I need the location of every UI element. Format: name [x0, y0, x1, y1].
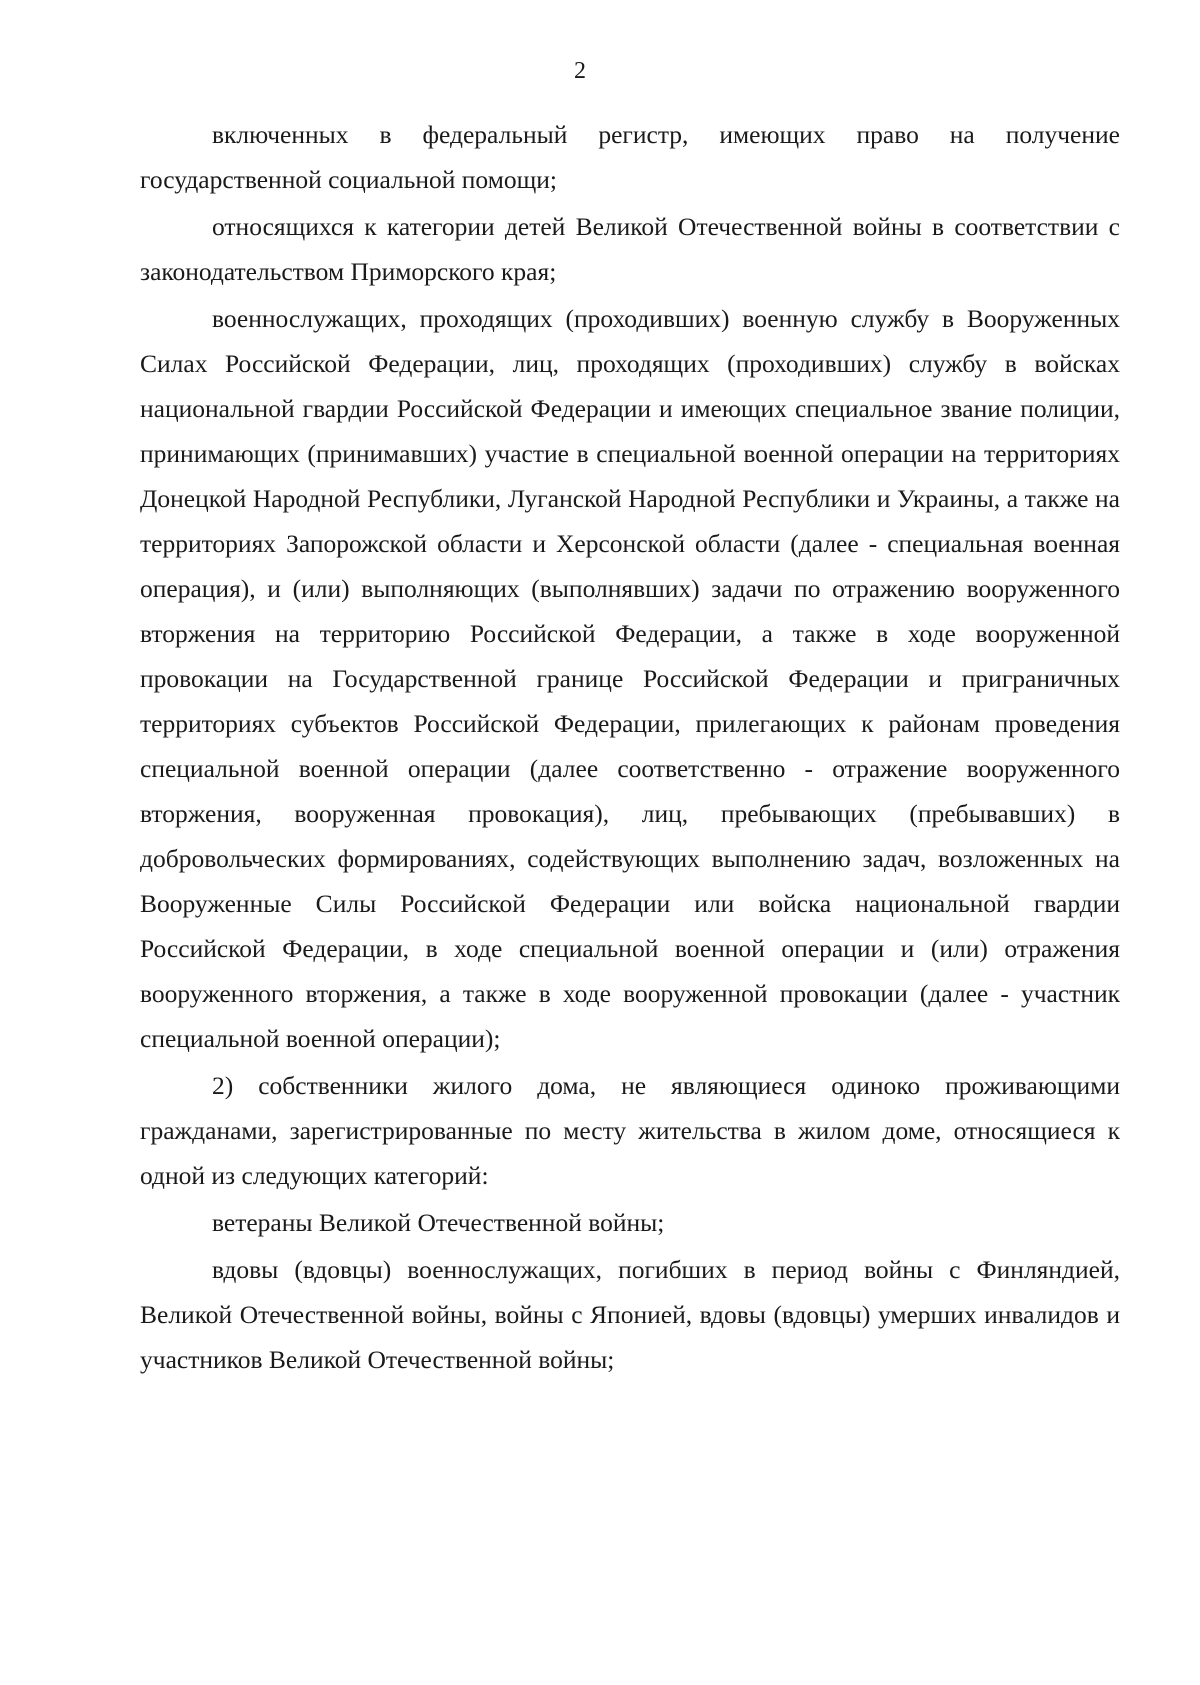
document-body — [140, 112, 1120, 1384]
paragraph-house-owners: 2) собственники жилого дома, не являющиеся одиноко проживающими гражданами, зарегистрированные по месту жительства в жилом доме, относящиеся к одной из следующих категорий: — [140, 1071, 1120, 1190]
paragraph-registry: включенных в федеральный регистр, имеющих право на получение государственной социальной помощи; — [140, 120, 1120, 194]
paragraph-war-veterans: ветераны Великой Отечественной войны; — [212, 1208, 665, 1237]
paragraph-widows: вдовы (вдовцы) военнослужащих, погибших в период войны с Финляндией, Великой Отечественной войны, войны с Японией, вдовы (вдовцы) умерших инвалидов и участников Великой Отечественной войны; — [140, 1255, 1120, 1374]
page-number: 2 — [574, 58, 586, 84]
paragraph-military-personnel: военнослужащих, проходящих (проходивших) военную службу в Вооруженных Силах Российской Федерации, лиц, проходящих (проходивших) службу в войсках национальной гвардии Российской Федерации и имеющих специальное звание полиции, принимающих (принимавших) участие в специальной военной операции на территориях Донецкой Народной Республики, Луганской Народной Республики и Украины, а также на территориях Запорожской области и Херсонской области (далее - специальная военная операция), и (или) выполняющих (выполнявших) задачи по отражению вооруженного вторжения на территорию Российской Федерации, а также в ходе вооруженной провокации на Государственной границе Российской Федерации и приграничных территориях субъектов Российской Федерации, прилегающих к районам проведения специальной военной операции (далее соответственно - отражение вооруженного вторжения, вооруженная провокация), лиц, пребывающих (пребывавших) в добровольческих формированиях, содействующих выполнению задач, возложенных на Вооруженные Силы Российской Федерации или войска национальной гвардии Российской Федерации, в ходе специальной военной операции и (или) отражения вооруженного вторжения, а также в ходе вооруженной провокации (далее - участник специальной военной операции); — [140, 304, 1120, 1053]
paragraph-children-of-war: относящихся к категории детей Великой Отечественной войны в соответствии с законодательством Приморского края; — [140, 212, 1120, 286]
